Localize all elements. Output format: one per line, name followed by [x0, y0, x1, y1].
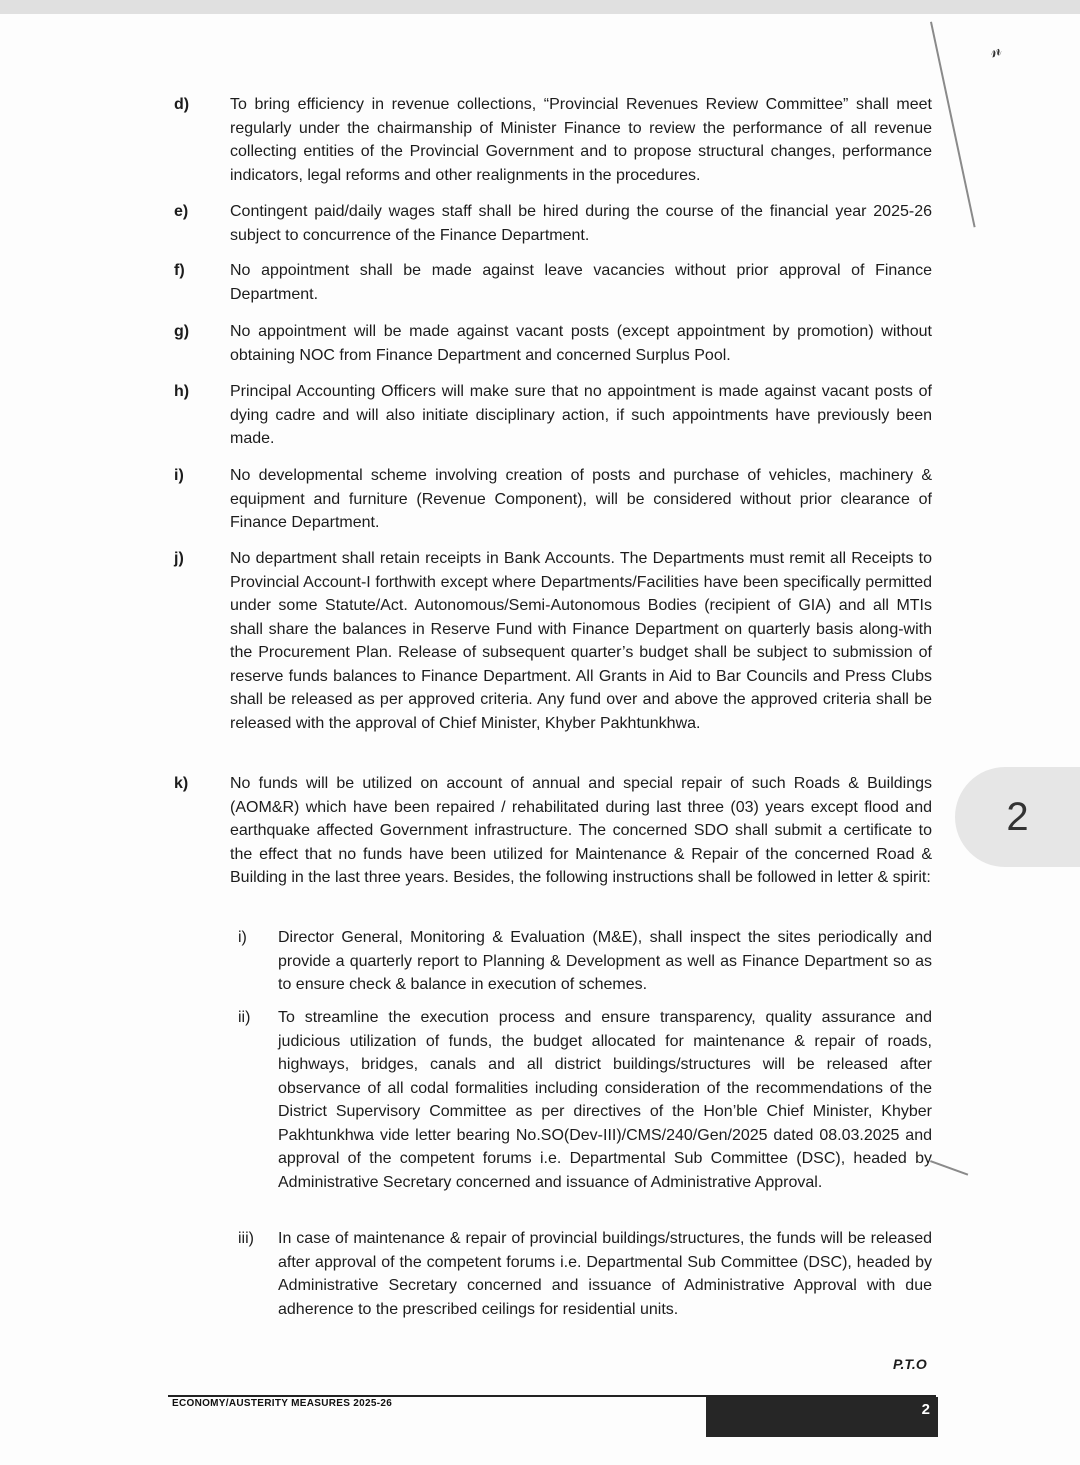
sub-clause-ii — [238, 1006, 932, 1194]
clause-letter: j) — [174, 550, 184, 567]
clause-letter: e) — [174, 203, 189, 220]
clause-letter: k) — [174, 775, 189, 792]
viewer-top-bar — [0, 0, 1080, 14]
handwritten-mark: 𝓃 — [986, 38, 1005, 62]
clause-f — [160, 259, 932, 306]
clause-text: No appointment shall be made against leave vacancies without prior approval of Finance Department. — [230, 262, 932, 303]
clause-text: To bring efficiency in revenue collections, “Provincial Revenues Review Committee” shall meet regularly under the chairmanship of Minister Finance to review the performance of all revenue collecting entities of the Provincial Government and to propose structural changes, performance indicators, legal reforms and other realignments in the procedures. — [230, 96, 932, 184]
clause-text: No funds will be utilized on account of annual and special repair of such Roads & Buildings (AOM&R) which have been repaired / rehabilitated during last three (03) years except flood and earthquake affected Government infrastructure. The concerned SDO shall submit a certificate to the effect that no funds have been utilized for Maintenance & Repair of the concerned Road & Building in the last three years. Besides, the following instructions shall be followed in letter & spirit: — [230, 775, 932, 886]
clause-letter: h) — [174, 383, 190, 400]
clause-text: No appointment will be made against vacant posts (except appointment by promotion) without obtaining NOC from Finance Department and concerned Surplus Pool. — [230, 323, 932, 364]
clause-text: Contingent paid/daily wages staff shall be hired during the course of the financial year 2025-26 subject to concurrence of the Finance Department. — [230, 203, 932, 244]
clause-h — [160, 380, 932, 451]
sub-clause-numeral: iii) — [238, 1230, 254, 1247]
clause-text: No department shall retain receipts in Bank Accounts. The Departments must remit all Receipts to Provincial Account-I forthwith except where Departments/Facilities have been specifically permitted under some Statute/Act. Autonomous/Semi-Autonomous Bodies (recipient of GIA) and all MTIs shall share the balances in Reserve Fund with Finance Department on quarterly basis along-with the Procurement Plan. Release of subsequent quarter’s budget shall be subject to submission of reserve funds balances to Finance Department. All Grants in Aid to Bar Councils and Press Clubs shall be released as per approved criteria. Any fund over and above the approved criteria shall be released with the approval of Chief Minister, Khyber Pakhtunkhwa. — [230, 550, 932, 732]
clause-letter: d) — [174, 96, 190, 113]
page-indicator-badge[interactable]: 2 — [955, 767, 1080, 867]
sub-clause-iii — [238, 1227, 932, 1321]
clause-letter: i) — [174, 467, 184, 484]
clause-e — [160, 200, 932, 247]
clause-letter: f) — [174, 262, 185, 279]
clause-g — [160, 320, 932, 367]
sub-clause-text: Director General, Monitoring & Evaluation (M&E), shall inspect the sites periodically and provide a quarterly report to Planning & Development as well as Finance Department so as to ensure check & balance in execution of schemes. — [278, 929, 932, 993]
clause-text: No developmental scheme involving creation of posts and purchase of vehicles, machinery & equipment and furniture (Revenue Component), will be considered without prior clearance of Finance Department. — [230, 467, 932, 531]
clause-text: Principal Accounting Officers will make sure that no appointment is made against vacant posts of dying cadre and will also initiate disciplinary action, if such appointments have previously been made. — [230, 383, 932, 447]
clause-i — [160, 464, 932, 535]
pto-label: P.T.O — [893, 1356, 927, 1372]
clause-k — [160, 772, 932, 890]
sub-clause-numeral: ii) — [238, 1009, 251, 1026]
sub-clause-i — [238, 926, 932, 997]
sub-clause-text: In case of maintenance & repair of provincial buildings/structures, the funds will be released after approval of the competent forums i.e. Departmental Sub Committee (DSC), headed by Administrative Secretary concerned and issuance of Administrative Approval with due adherence to the prescribed ceilings for residential units. — [278, 1230, 932, 1318]
sub-clause-text: To streamline the execution process and ensure transparency, quality assurance and judicious utilization of funds, the budget allocated for maintenance & repair of roads, highways, bridges, canals and all district buildings/structures will be released after observance of all codal formalities including consideration of the recommendations of the District Supervisory Committee as per directives of the Hon’ble Chief Minister, Khyber Pakhtunkhwa vide letter bearing No.SO(Dev-III)/CMS/240/Gen/2025 dated 08.03.2025 and approval of the competent forums i.e. Departmental Sub Committee (DSC), headed by Administrative Secretary concerned and issuance of Administrative Approval. — [278, 1009, 932, 1191]
clause-j — [160, 547, 932, 735]
sub-clause-numeral: i) — [238, 929, 247, 946]
clause-letter: g) — [174, 323, 190, 340]
clause-d — [160, 93, 932, 187]
footer-title: ECONOMY/AUSTERITY MEASURES 2025-26 — [172, 1398, 393, 1409]
footer-page-number: 2 — [706, 1397, 938, 1437]
